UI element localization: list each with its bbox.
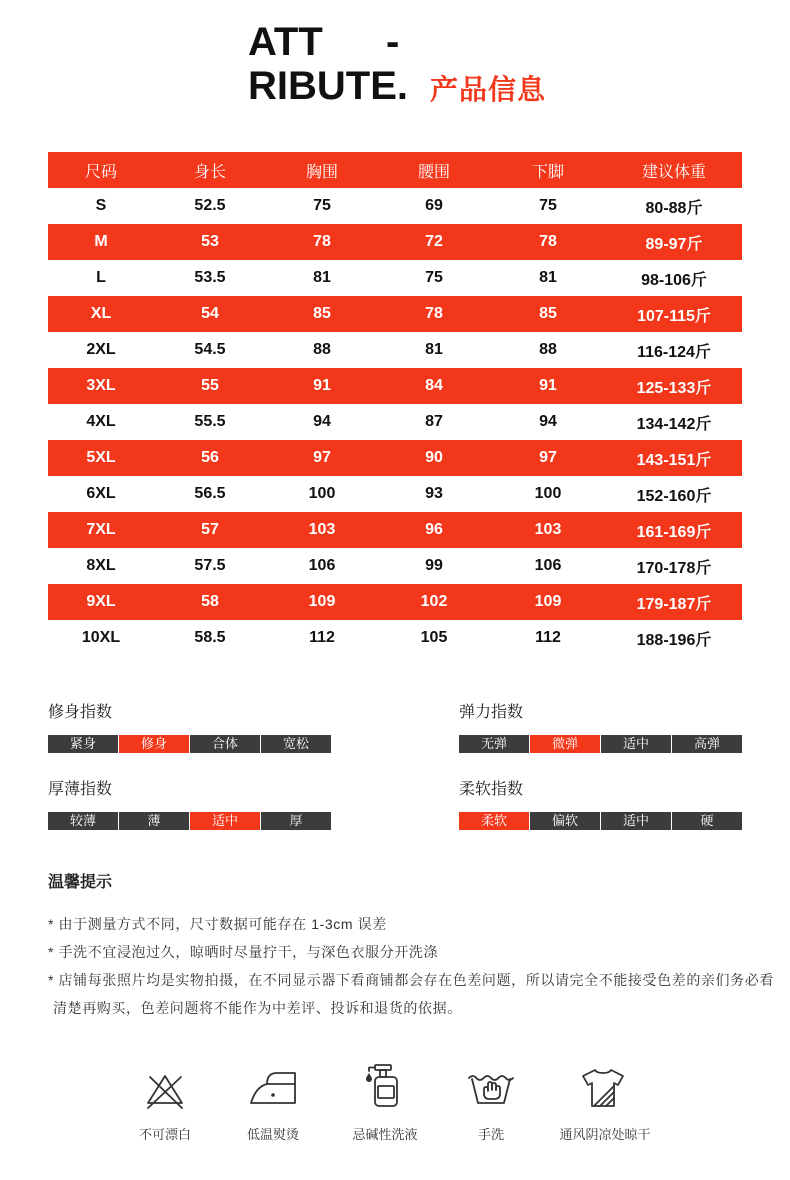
table-header-row (48, 152, 742, 188)
size-cell: 7XL (86, 521, 116, 538)
waist-cell: 84 (425, 377, 443, 394)
waist-cell: 102 (420, 593, 448, 610)
length-cell: 53 (201, 233, 219, 250)
hem-cell: 97 (539, 449, 557, 466)
table-row (48, 584, 742, 620)
detergent-bottle-icon (361, 1062, 409, 1110)
size-cell: M (94, 233, 108, 250)
title-line-1 (248, 20, 546, 64)
column-header-waist: 腰围 (417, 163, 450, 181)
hem-cell: 75 (539, 197, 557, 214)
chest-cell: 78 (313, 233, 331, 250)
title-line-2 (248, 64, 546, 112)
title-part-1: ATT (248, 20, 323, 64)
dry-in-shade-icon (579, 1062, 627, 1110)
low-temperature-iron-icon (249, 1062, 297, 1110)
table-row (48, 224, 742, 260)
chest-cell: 112 (309, 629, 335, 646)
fit-option: 紧身 (48, 735, 118, 753)
table-row (48, 188, 742, 224)
weight-cell: 152-160斤 (636, 487, 712, 505)
hem-cell: 85 (539, 305, 557, 322)
hem-cell: 103 (534, 521, 562, 538)
fit-index-bar (48, 735, 331, 753)
hand-wash-icon (465, 1062, 517, 1110)
hem-cell: 78 (539, 233, 557, 250)
chest-cell: 91 (313, 377, 331, 394)
length-cell: 55.5 (194, 413, 226, 430)
weight-cell: 107-115斤 (637, 307, 711, 325)
length-cell: 55 (201, 377, 219, 394)
tip-line: 清楚再购买，色差问题将不能作为中差评、投诉和退货的依据。 (53, 1000, 462, 1016)
fit-option: 修身 (119, 735, 189, 753)
softness-option: 适中 (601, 812, 671, 830)
size-table (48, 152, 742, 656)
care-label: 手洗 (477, 1127, 504, 1142)
waist-cell: 105 (420, 629, 448, 646)
length-cell: 56.5 (194, 485, 226, 502)
softness-option: 硬 (672, 812, 742, 830)
tip-line: * 手洗不宜浸泡过久，晾晒时尽量拧干，与深色衣服分开洗涤 (48, 944, 439, 960)
chest-cell: 100 (308, 485, 336, 502)
table-row (48, 476, 742, 512)
thickness-option: 薄 (119, 812, 189, 830)
thickness-index-label: 厚薄指数 (48, 781, 113, 798)
chest-cell: 97 (313, 449, 331, 466)
elasticity-option: 无弹 (459, 735, 529, 753)
thickness-option: 较薄 (48, 812, 118, 830)
page-title (248, 20, 546, 112)
table-row (48, 332, 742, 368)
length-cell: 57 (201, 521, 219, 538)
size-cell: 6XL (86, 485, 116, 502)
hem-cell: 100 (534, 485, 562, 502)
care-label: 忌碱性洗液 (352, 1127, 418, 1142)
care-low-temperature-iron (218, 1062, 328, 1146)
length-cell: 54.5 (194, 341, 226, 358)
table-row (48, 368, 742, 404)
weight-cell: 98-106斤 (641, 271, 707, 289)
waist-cell: 87 (425, 413, 443, 430)
waist-cell: 75 (425, 269, 443, 286)
hem-cell: 94 (539, 413, 557, 430)
hem-cell: 106 (534, 557, 562, 574)
care-dry-in-shade (550, 1062, 660, 1146)
tip-line: * 店铺每张照片均是实物拍摄，在不同显示器下看商铺都会存在色差问题，所以请完全不能接受色差的亲们务必看 (48, 972, 774, 988)
softness-index-bar (459, 812, 742, 830)
chest-cell: 81 (313, 269, 331, 286)
hem-cell: 88 (539, 341, 557, 358)
waist-cell: 69 (425, 197, 443, 214)
tip-line: * 由于测量方式不同，尺寸数据可能存在 1-3cm 误差 (48, 916, 387, 932)
chest-cell: 103 (308, 521, 336, 538)
weight-cell: 170-178斤 (636, 559, 712, 577)
weight-cell: 89-97斤 (645, 235, 703, 253)
elasticity-option: 高弹 (672, 735, 742, 753)
elasticity-index (459, 701, 742, 753)
table-row (48, 548, 742, 584)
weight-cell: 116-124斤 (637, 343, 711, 361)
size-cell: 5XL (86, 449, 116, 466)
table-row (48, 260, 742, 296)
column-header-hem: 下脚 (531, 163, 564, 181)
length-cell: 57.5 (194, 557, 226, 574)
tips-notes (48, 910, 774, 1022)
thickness-index (48, 778, 331, 830)
care-label: 不可漂白 (138, 1127, 191, 1142)
fit-option: 宽松 (261, 735, 331, 753)
weight-cell: 161-169斤 (636, 523, 712, 541)
elasticity-index-label: 弹力指数 (459, 704, 524, 721)
size-cell: L (96, 269, 106, 286)
table-row (48, 404, 742, 440)
waist-cell: 81 (425, 341, 443, 358)
length-cell: 53.5 (194, 269, 226, 286)
tips-section (48, 872, 774, 1016)
column-header-chest: 胸围 (305, 163, 338, 181)
softness-index-label: 柔软指数 (459, 781, 524, 798)
size-cell: 3XL (86, 377, 116, 394)
table-row (48, 296, 742, 332)
hem-cell: 81 (539, 269, 557, 286)
tips-title: 温馨提示 (48, 874, 113, 891)
chest-cell: 75 (313, 197, 331, 214)
title-dash: - (386, 20, 400, 64)
fit-index-label: 修身指数 (48, 704, 113, 721)
fit-option: 合体 (190, 735, 260, 753)
table-row (48, 620, 742, 656)
elasticity-option: 微弹 (530, 735, 600, 753)
length-cell: 58.5 (194, 629, 226, 646)
column-header-length: 身长 (193, 163, 226, 181)
waist-cell: 99 (425, 557, 443, 574)
chest-cell: 85 (313, 305, 331, 322)
care-label: 通风阴凉处晾干 (559, 1127, 651, 1142)
care-label: 低温熨烫 (246, 1127, 299, 1142)
weight-cell: 188-196斤 (636, 631, 712, 649)
table-row (48, 512, 742, 548)
hem-cell: 112 (535, 629, 561, 646)
weight-cell: 134-142斤 (636, 415, 712, 433)
length-cell: 52.5 (194, 197, 226, 214)
column-header-size: 尺码 (84, 163, 117, 181)
size-cell: 2XL (86, 341, 116, 358)
product-info-heading: 产品信息 (430, 74, 547, 105)
weight-cell: 179-187斤 (636, 595, 712, 613)
hem-cell: 109 (534, 593, 562, 610)
care-no-alkaline-detergent (330, 1062, 440, 1146)
no-bleach-icon (141, 1062, 189, 1110)
waist-cell: 96 (425, 521, 443, 538)
size-cell: 4XL (86, 413, 116, 430)
weight-cell: 125-133斤 (636, 379, 712, 397)
waist-cell: 90 (425, 449, 443, 466)
weight-cell: 143-151斤 (636, 451, 712, 469)
title-part-2: RIBUTE. (248, 64, 408, 108)
elasticity-index-bar (459, 735, 742, 753)
size-cell: XL (90, 305, 112, 322)
fit-index (48, 701, 331, 753)
size-cell: 8XL (86, 557, 116, 574)
column-header-weight: 建议体重 (641, 163, 706, 181)
hem-cell: 91 (539, 377, 557, 394)
care-hand-wash (436, 1062, 546, 1146)
chest-cell: 88 (313, 341, 331, 358)
length-cell: 58 (201, 593, 219, 610)
size-cell: S (95, 197, 107, 214)
length-cell: 56 (201, 449, 219, 466)
thickness-option: 适中 (190, 812, 260, 830)
waist-cell: 93 (425, 485, 443, 502)
chest-cell: 94 (313, 413, 331, 430)
weight-cell: 80-88斤 (645, 199, 703, 217)
size-cell: 10XL (81, 629, 121, 646)
softness-index (459, 778, 742, 830)
waist-cell: 72 (425, 233, 443, 250)
length-cell: 54 (201, 305, 219, 322)
care-no-bleach (110, 1062, 220, 1146)
size-cell: 9XL (86, 593, 116, 610)
chest-cell: 109 (308, 593, 336, 610)
chest-cell: 106 (308, 557, 336, 574)
elasticity-option: 适中 (601, 735, 671, 753)
softness-option: 柔软 (459, 812, 529, 830)
softness-option: 偏软 (530, 812, 600, 830)
thickness-index-bar (48, 812, 331, 830)
waist-cell: 78 (425, 305, 443, 322)
thickness-option: 厚 (261, 812, 331, 830)
table-row (48, 440, 742, 476)
